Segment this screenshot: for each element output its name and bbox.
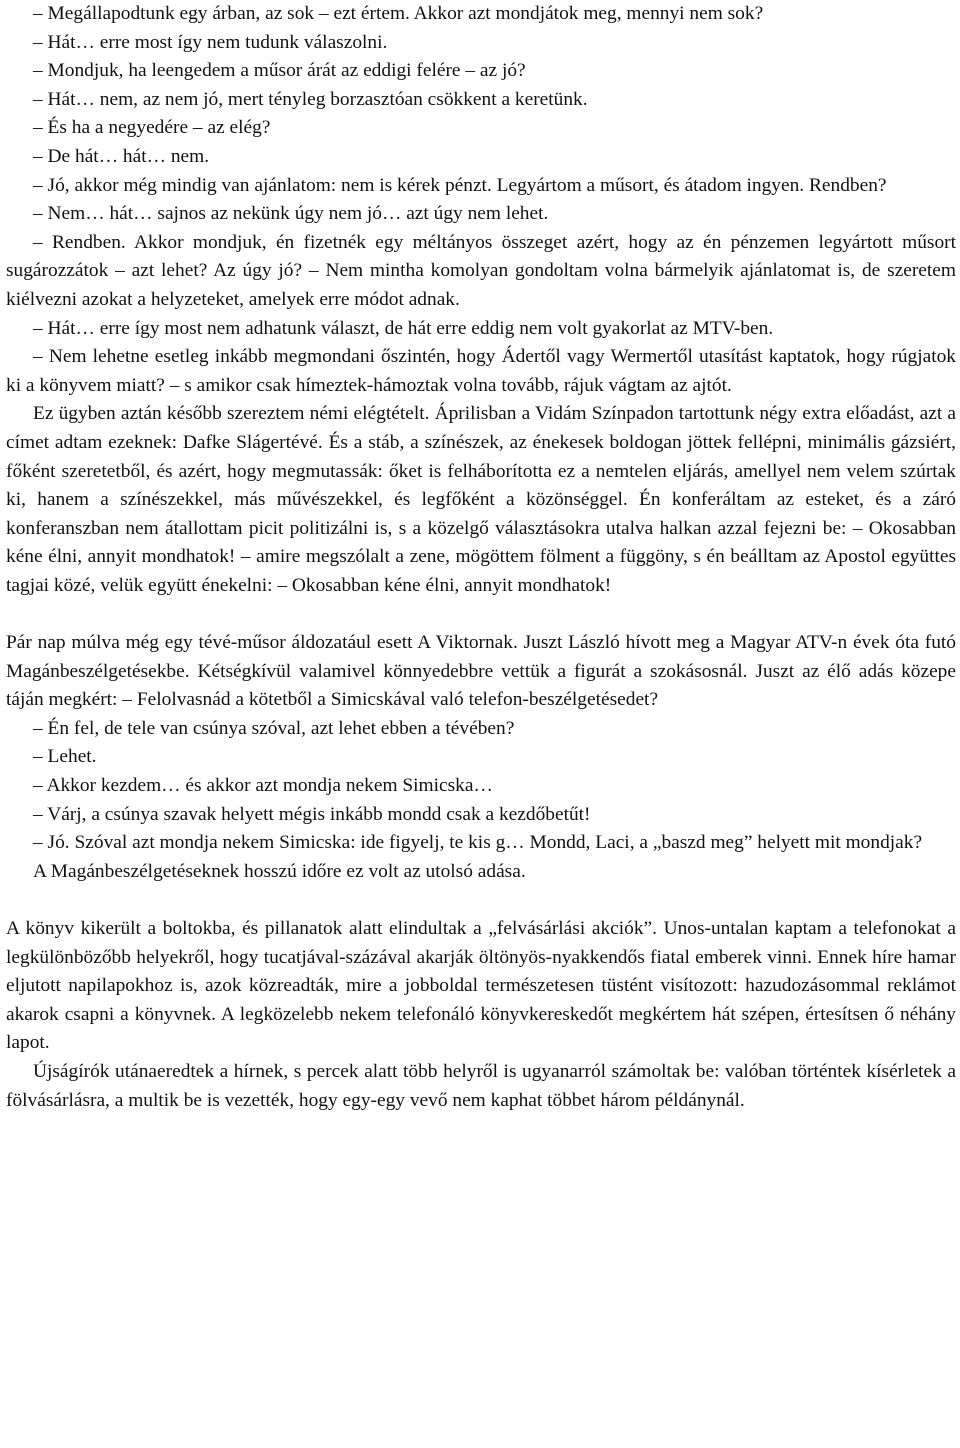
dialogue-line: – Lehet. bbox=[33, 746, 97, 768]
dialogue-line: – Nem lehetne esetleg inkább megmondani őszintén, hogy Ádertől vagy Wermertől utasítást kaptatok, hogy rúgjatok ki a könyvem miatt? – s amikor csak hímeztek-hámoztak volna tovább, rájuk vágtam az ajtót. bbox=[6, 346, 956, 396]
dialogue-line: – Hát… nem, az nem jó, mert tényleg borzasztóan csökkent a keretünk. bbox=[33, 88, 588, 110]
dialogue-line: – Rendben. Akkor mondjuk, én fizetnék egy méltányos összeget azért, hogy az én pénzemen legyártott műsort sugározzátok – azt lehet? Az úgy jó? – Nem mintha komolyan gondoltam volna bármelyik ajánlatomat is, de szeretem kiélvezni azokat a helyzeteket, amelyek erre módot adnak. bbox=[6, 231, 956, 310]
body-paragraph: Ez ügyben aztán később szereztem némi elégtételt. Áprilisban a Vidám Színpadon tartottunk négy extra előadást, azt a címet adtam ezeknek: Dafke Slágertévé. És a stáb, a színészek, az énekesek boldogan jöttek fellépni, minimális gázsiért, főként szeretetből, és azért, hogy megmutassák: őket is felháborította ez a nemtelen eljárás, amellyel nem velem szúrtak ki, hanem a színészekkel, más művészekkel, és legfőként a közönséggel. Én konferáltam az esteket, és a záró konferanszban nem átallottam picit politizálni is, s a közelgő választásokra utalva halkan azzal fejezni be: – Okosabban kéne élni, annyit mondhatok! – amire megszólalt a zene, mögöttem fölment a függöny, s én beálltam az Apostol együttes tagjai közé, velük együtt énekelni: – Okosabban kéne élni, annyit mondhatok! bbox=[6, 403, 956, 596]
body-paragraph: A Magánbeszélgetéseknek hosszú időre ez volt az utolsó adása. bbox=[33, 860, 526, 882]
dialogue-line: – Jó, akkor még mindig van ajánlatom: nem is kérek pénzt. Legyártom a műsort, és átadom ingyen. Rendben? bbox=[33, 174, 887, 196]
dialogue-line: – Megállapodtunk egy árban, az sok – ezt értem. Akkor azt mondjátok meg, mennyi nem sok? bbox=[33, 3, 764, 24]
dialogue-line: – Akkor kezdem… és akkor azt mondja nekem Simicska… bbox=[33, 775, 493, 797]
body-paragraph: A könyv kikerült a boltokba, és pillanatok alatt elindultak a „felvásárlási akciók”. Unos-untalan kaptam a telefonokat a legkülönbözőbb helyekről, hogy tucatjával-százával akarják öltönyös-nyakkendős fiatal emberek vinni. Ennek híre hamar eljutott napilapokhoz is, azok közreadták, mire a jobboldal természetesen tüstént visítozott: hazudozásommal reklámot akarok csapni a könyvnek. A legközelebb nekem telefonáló könyvkereskedőt megkértem hát szépen, értesítsen ő néhány lapot. bbox=[6, 918, 956, 1054]
dialogue-line: – De hát… hát… nem. bbox=[33, 145, 210, 167]
dialogue-line: – Jó. Szóval azt mondja nekem Simicska: ide figyelj, te kis g… Mondd, Laci, a „baszd meg” helyett mit mondjak? bbox=[33, 832, 923, 854]
body-paragraph: Pár nap múlva még egy tévé-műsor áldozatául esett A Viktornak. Juszt László hívott meg a Magyar ATV-n évek óta futó Magánbeszélgetésekbe. Kétségkívül valamivel könnyedebbre vettük a figurát a szokásosnál. Juszt az élő adás közepe táján megkért: – Felolvasnád a kötetből a Simicskával való telefon-beszélgetésedet? bbox=[6, 632, 956, 711]
dialogue-line: – Hát… erre így most nem adhatunk választ, de hát erre eddig nem volt gyakorlat az MTV-ben. bbox=[33, 317, 774, 339]
dialogue-line: – Várj, a csúnya szavak helyett mégis inkább mondd csak a kezdőbetűt! bbox=[33, 803, 591, 825]
dialogue-line: – Nem… hát… sajnos az nekünk úgy nem jó… azt úgy nem lehet. bbox=[33, 203, 549, 225]
body-paragraph: Újságírók utánaeredtek a hírnek, s percek alatt több helyről is ugyanarról számoltak be: valóban történtek kísérletek a fölvásárlásra, a multik be is vezették, hogy egy-egy vevő nem kaphat többet három példánynál. bbox=[6, 1060, 956, 1111]
dialogue-line: – És ha a negyedére – az elég? bbox=[33, 117, 271, 139]
dialogue-line: – Hát… erre most így nem tudunk válaszolni. bbox=[33, 31, 388, 53]
document-page bbox=[6, 0, 956, 1115]
dialogue-line: – Én fel, de tele van csúnya szóval, azt lehet ebben a tévében? bbox=[33, 717, 515, 739]
dialogue-line: – Mondjuk, ha leengedem a műsor árát az eddigi felére – az jó? bbox=[33, 60, 526, 82]
